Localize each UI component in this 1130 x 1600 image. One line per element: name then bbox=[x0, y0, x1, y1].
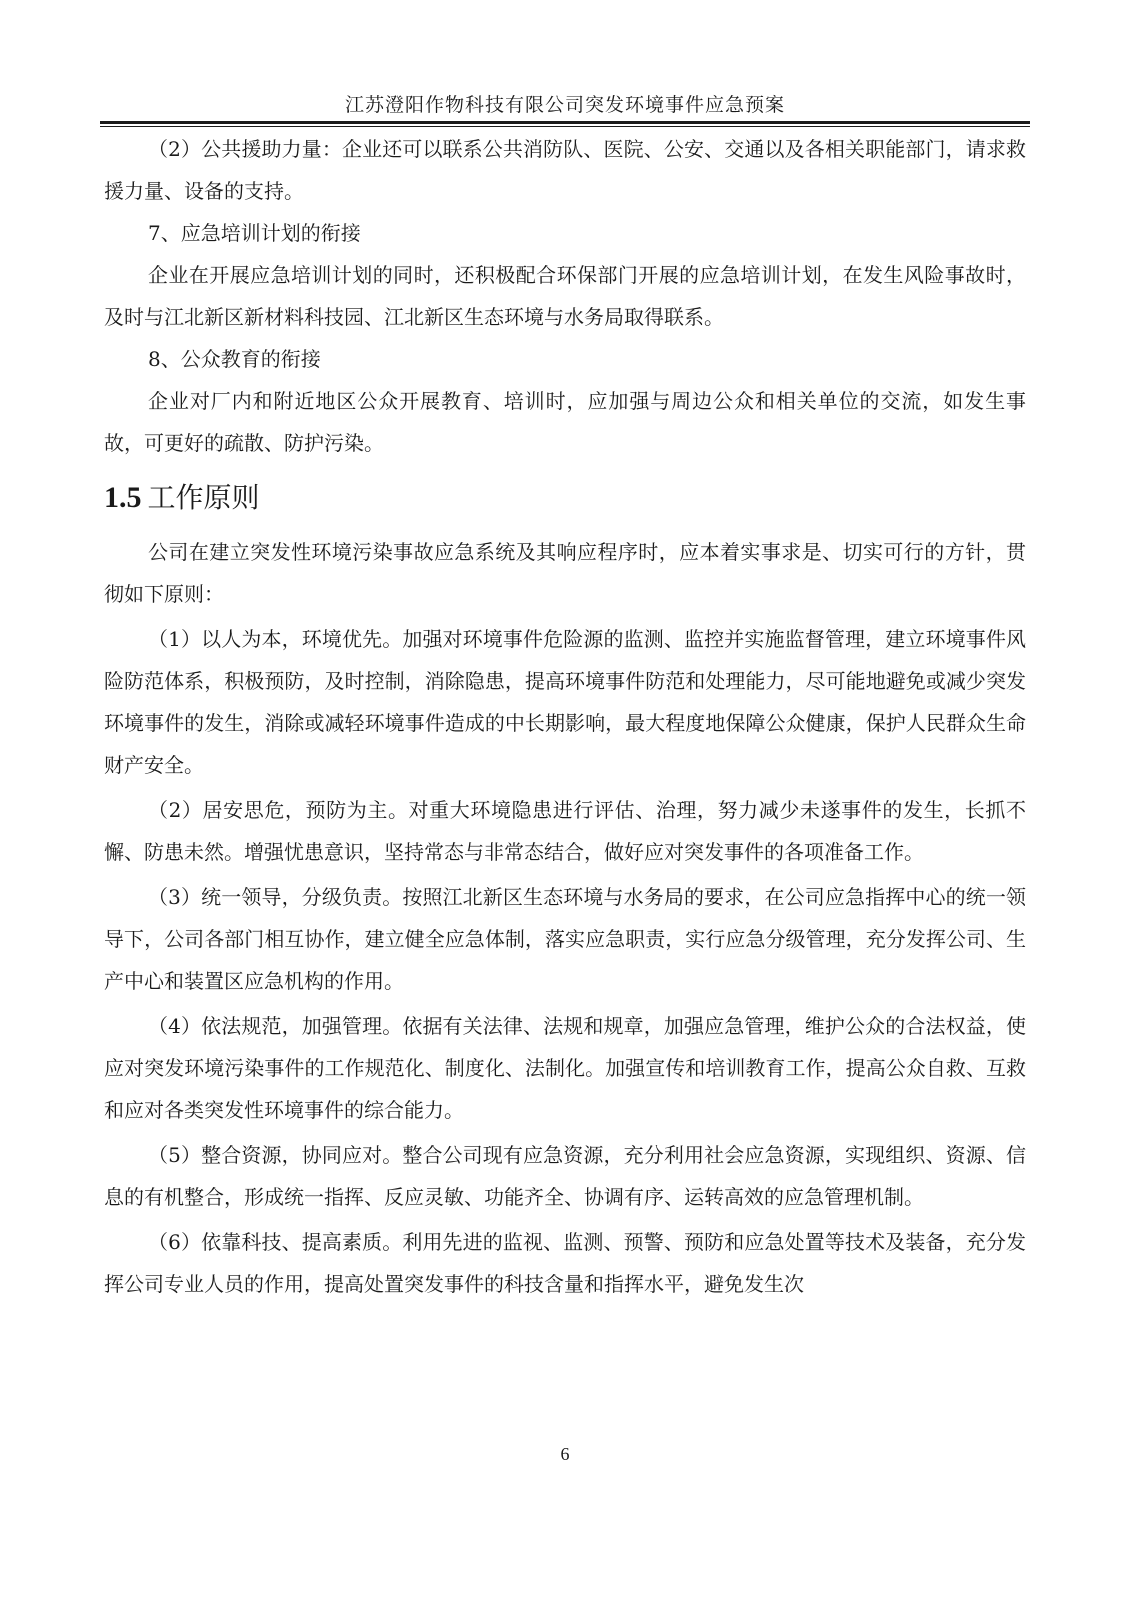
paragraph-principle-6: （6）依靠科技、提高素质。利用先进的监视、监测、预警、预防和应急处置等技术及装备，充分发挥公司专业人员的作用，提高处置突发事件的科技含量和指挥水平，避免发生次 bbox=[104, 1230, 1026, 1296]
paragraph-principle-3: （3）统一领导，分级负责。按照江北新区生态环境与水务局的要求，在公司应急指挥中心的统一领导下，公司各部门相互协作，建立健全应急体制，落实应急职责，实行应急分级管理，充分发挥公司、生产中心和装置区应急机构的作用。 bbox=[104, 885, 1026, 993]
header-rule bbox=[100, 121, 1030, 124]
paragraph-training-plan: 企业在开展应急培训计划的同时，还积极配合环保部门开展的应急培训计划，在发生风险事故时，及时与江北新区新材料科技园、江北新区生态环境与水务局取得联系。 bbox=[104, 263, 1026, 329]
document-body bbox=[104, 128, 1026, 1305]
paragraph-principle-5: （5）整合资源，协同应对。整合公司现有应急资源，充分利用社会应急资源，实现组织、资源、信息的有机整合，形成统一指挥、反应灵敏、功能齐全、协调有序、运转高效的应急管理机制。 bbox=[104, 1143, 1026, 1209]
paragraph-principles-intro: 公司在建立突发性环境污染事故应急系统及其响应程序时，应本着实事求是、切实可行的方针，贯彻如下原则： bbox=[104, 540, 1026, 606]
document-header: 江苏澄阳作物科技有限公司突发环境事件应急预案 bbox=[344, 94, 785, 116]
paragraph-principle-2: （2）居安思危，预防为主。对重大环境隐患进行评估、治理，努力减少未遂事件的发生，长抓不懈、防患未然。增强忧患意识，坚持常态与非常态结合，做好应对突发事件的各项准备工作。 bbox=[104, 798, 1026, 864]
item-7-title: 7、应急培训计划的衔接 bbox=[148, 221, 361, 245]
section-heading bbox=[104, 474, 1026, 521]
paragraph-public-assistance: （2）公共援助力量：企业还可以联系公共消防队、医院、公安、交通以及各相关职能部门，请求救援力量、设备的支持。 bbox=[104, 137, 1026, 203]
paragraph-principle-1: （1）以人为本，环境优先。加强对环境事件危险源的监测、监控并实施监督管理，建立环境事件风险防范体系，积极预防，及时控制，消除隐患，提高环境事件防范和处理能力，尽可能地避免或减少突发环境事件的发生，消除或减轻环境事件造成的中长期影响，最大程度地保障公众健康，保护人民群众生命财产安全。 bbox=[104, 627, 1026, 777]
page-number: 6 bbox=[560, 1444, 570, 1464]
section-title: 工作原则 bbox=[147, 481, 260, 514]
paragraph-principle-4: （4）依法规范，加强管理。依据有关法律、法规和规章，加强应急管理，维护公众的合法权益，使应对突发环境污染事件的工作规范化、制度化、法制化。加强宣传和培训教育工作，提高公众自救、互救和应对各类突发性环境事件的综合能力。 bbox=[104, 1014, 1026, 1122]
item-8-title: 8、公众教育的衔接 bbox=[148, 347, 321, 371]
header-rule-thin bbox=[100, 126, 1030, 127]
paragraph-public-education: 企业对厂内和附近地区公众开展教育、培训时，应加强与周边公众和相关单位的交流，如发生事故，可更好的疏散、防护污染。 bbox=[104, 389, 1026, 455]
section-number: 1.5 bbox=[104, 481, 142, 514]
